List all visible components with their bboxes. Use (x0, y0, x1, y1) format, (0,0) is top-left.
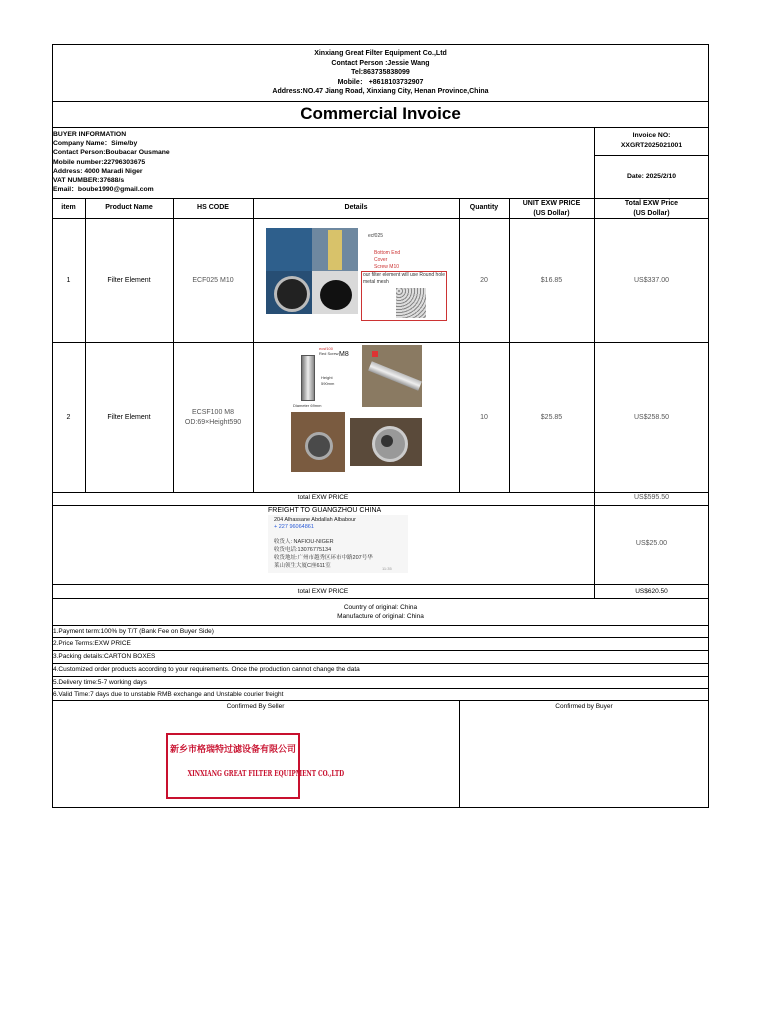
buyer-company: Company Name：Sime/by (53, 140, 138, 148)
row2-quantity: 10 (480, 414, 488, 421)
invoice-no: XXGRT2025021001 (620, 142, 683, 149)
col-quantity: Quantity (469, 204, 499, 211)
row1-img-code: ecf025 (368, 233, 384, 239)
col-product: Product Name (105, 204, 153, 211)
invoice-date: Date: 2025/2/10 (626, 173, 677, 180)
row2-hs-code-line1: ECSF100 M8 (191, 409, 235, 416)
row2-product: Filter Element (107, 414, 151, 421)
buyer-mobile: Mobile number:22796303675 (53, 158, 146, 166)
shipping-note-image (268, 515, 408, 573)
row1-img-note: our filter element will use Round hole metal mesh (361, 271, 447, 321)
buyer-heading: BUYER INFORMATION (53, 131, 127, 138)
stamp-en: XINXIANG GREAT FILTER EQUIPMENT CO.,LTD (187, 768, 345, 778)
invoice-no-block (594, 131, 709, 151)
col-total-price (594, 199, 709, 219)
col-hs-code: HS CODE (197, 204, 229, 211)
company-address: Address:NO.47 Jiang Road, Xinxiang City, Henan Province,China (272, 88, 489, 96)
ship-line5: 收货地址:广州市越秀区环市中路207号华 (274, 555, 373, 561)
row2-item: 2 (66, 414, 71, 421)
term-6: 6.Valid Time:7 days due to unstable RMB exchange and Unstable courier freight (53, 691, 284, 698)
col-item: item (61, 204, 76, 211)
row2-hs-code-line2: OD:69×Height590 (184, 419, 242, 426)
col-unit-price-line1: UNIT EXW PRICE (522, 200, 581, 207)
company-header (52, 49, 709, 97)
stamp-cn: 新乡市格瑞特过滤设备有限公司 (169, 745, 296, 755)
company-stamp (166, 733, 345, 799)
row2-diagram (285, 345, 349, 409)
col-details: Details (344, 204, 368, 211)
invoice-title: Commercial Invoice (300, 104, 461, 123)
invoice-no-label: Invoice NO: (632, 132, 671, 139)
row2-hs-code (173, 408, 253, 428)
row2-img-m8: M8 (339, 351, 349, 358)
col-total-price-line1: Total EXW Price (624, 200, 679, 207)
buyer-vat: VAT NUMBER:37688/s (53, 177, 125, 185)
company-mobile: Mobile： +8618103732907 (337, 78, 424, 86)
company-tel: Tel:863735838099 (351, 69, 410, 77)
buyer-email: Email：boube1990@gmail.com (53, 186, 154, 194)
term-1: 1.Payment term:100% by T/T (Bank Fee on Buyer Side) (53, 628, 214, 635)
row2-img-red-screw: Red Screw (319, 351, 339, 356)
term-4: 4.Customized order products according to your requirements. Once the production cannot change the data (53, 666, 360, 673)
freight-label: FREIGHT TO GUANGZHOU CHINA (268, 507, 382, 514)
buyer-contact: Contact Person:Boubacar Ousmane (53, 149, 170, 157)
row2-unit-price: $25.85 (540, 414, 563, 421)
term-2: 2.Price Terms:EXW PRICE (53, 640, 131, 647)
ship-line1: 204 Alhassane Abdallah Albabour (274, 517, 356, 523)
buyer-info (53, 130, 593, 194)
col-total-price-line2: (US Dollar) (633, 210, 670, 217)
confirm-seller-label: Confirmed By Seller (226, 703, 285, 710)
col-unit-price-line2: (US Dollar) (533, 210, 570, 217)
row1-hs-code: ECF025 M10 (192, 277, 234, 284)
confirm-buyer-label: Confirmed by Buyer (555, 703, 613, 710)
origin-manufacture: Manufacture of original: China (337, 613, 424, 620)
row2-img-code: ecsf100 (319, 346, 334, 351)
row1-item: 1 (66, 277, 71, 284)
ship-line4: 收货电话:13076775134 (274, 547, 332, 553)
row2-img-height-val: 590mm (321, 381, 335, 386)
ship-line3: 收货人: NAFIOU-NIGER (274, 539, 334, 545)
grand-total-value: US$620.50 (635, 588, 668, 595)
row2-photo-side (362, 345, 422, 407)
row1-img-cover: Cover (374, 257, 388, 263)
ship-time: 11:35 (382, 566, 392, 571)
row1-img-bottom-end: Bottom End (374, 250, 401, 256)
row2-img-height: Height (321, 375, 333, 380)
row1-quantity: 20 (480, 277, 488, 284)
row1-unit-price: $16.85 (540, 277, 563, 284)
row2-photo-top (291, 412, 345, 472)
row1-product: Filter Element (107, 277, 151, 284)
freight-value: US$25.00 (635, 540, 668, 547)
buyer-address: Address: 4000 Maradi Niger (53, 167, 143, 175)
origin-block (52, 603, 709, 621)
subtotal-value: US$595.50 (633, 494, 670, 501)
company-contact: Contact Person :Jessie Wang (331, 59, 430, 67)
ship-line2: + 227 96064861 (274, 524, 314, 530)
grand-total-label: total EXW PRICE (297, 588, 349, 595)
term-5: 5.Delivery time:5-7 working days (53, 679, 147, 686)
row1-diagram (360, 228, 448, 322)
term-3: 3.Packing details:CARTON BOXES (53, 653, 156, 660)
ship-line6: 莱山领生大厦C座611室 (274, 563, 331, 569)
company-name: Xinxiang Great Filter Equipment Co.,Ltd (314, 50, 447, 57)
row2-photo-end (350, 418, 422, 466)
row2-total-price: US$258.50 (633, 414, 670, 421)
row2-img-diameter: Diameter 69mm (293, 403, 322, 408)
row1-photo-collage (266, 228, 358, 314)
col-unit-price (509, 199, 594, 219)
subtotal-label: total EXW PRICE (297, 494, 349, 501)
row1-img-screw: Screw M10 (374, 264, 400, 270)
row1-total-price: US$337.00 (633, 277, 670, 284)
origin-country: Country of original: China (343, 604, 418, 611)
